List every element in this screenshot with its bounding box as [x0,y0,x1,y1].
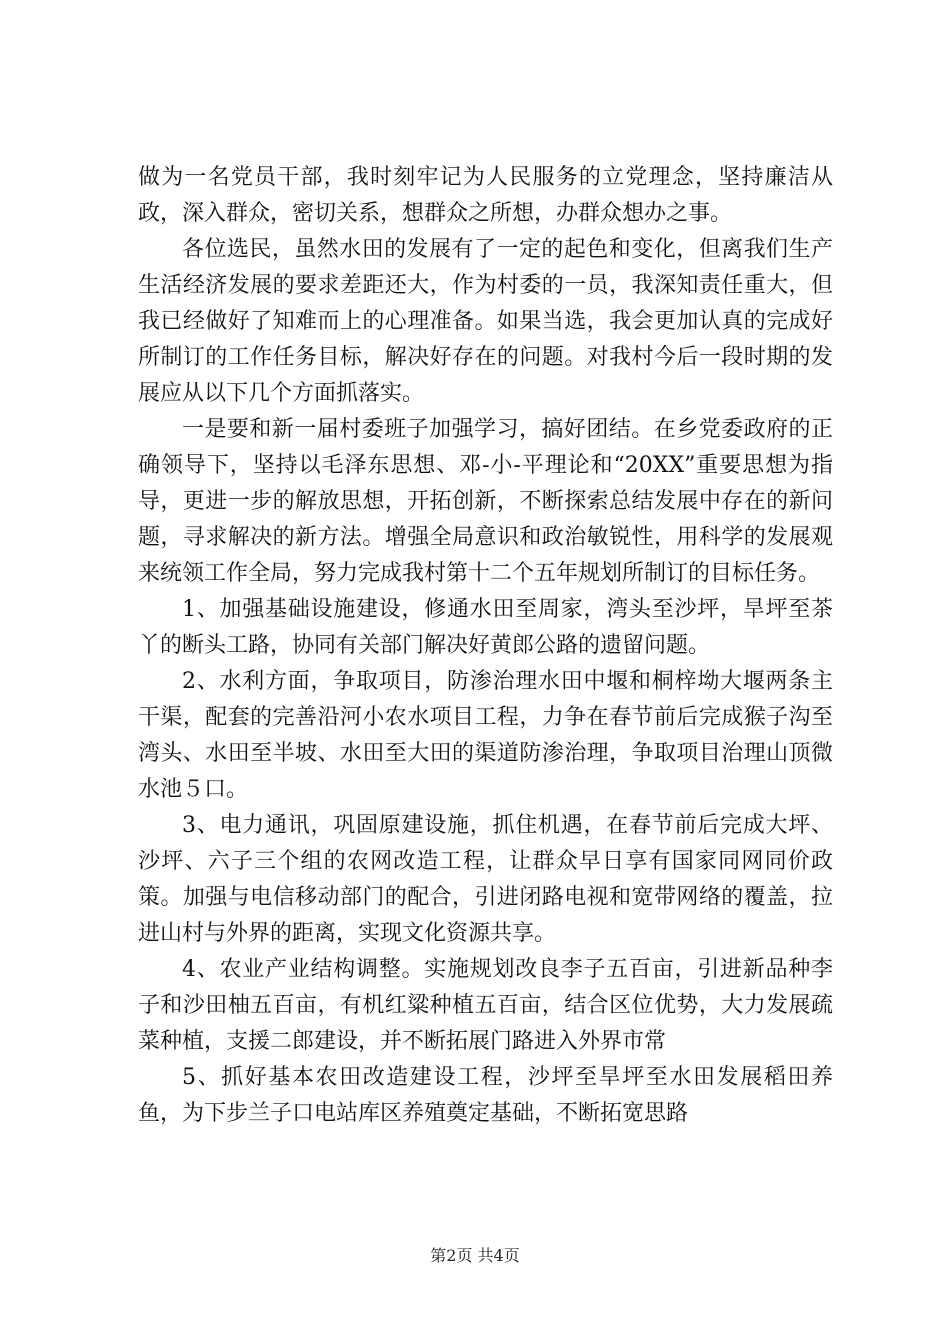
paragraph-5: 2、水利方面，争取项目，防渗治理水田中堰和桐梓坳大堰两条主干渠，配套的完善沿河小农水项目工程，力争在春节前后完成猴子沟至湾头、水田至半坡、水田至大田的渠道防渗治理，争取项目治理山顶微水池５口。 [138,669,833,802]
paragraph-6: 3、电力通讯，巩固原建设施，抓住机遇，在春节前后完成大坪、沙坪、六子三个组的农网改造工程，让群众早日享有国家同网同价政策。加强与电信移动部门的配合，引进闭路电视和宽带网络的覆盖，拉进山村与外界的距离，实现文化资源共享。 [138,813,833,946]
paragraph-4: 1、加强基础设施建设，修通水田至周家，湾头至沙坪，旱坪至茶丫的断头工路，协同有关部门解决好黄郎公路的遗留问题。 [138,597,833,658]
paragraph-2: 各位选民，虽然水田的发展有了一定的起色和变化，但离我们生产生活经济发展的要求差距还大，作为村委的一员，我深知责任重大，但我已经做好了知难而上的心理准备。如果当选，我会更加认真的完成好所制订的工作任务目标，解决好存在的问题。对我村今后一段时期的发展应从以下几个方面抓落实。 [138,237,833,406]
paragraph-7: 4、农业产业结构调整。实施规划改良李子五百亩，引进新品种李子和沙田柚五百亩，有机红粱种植五百亩，结合区位优势，大力发展疏菜种植，支援二郎建设，并不断拓展门路进入外界市常 [138,957,833,1054]
paragraph-8: 5、抓好基本农田改造建设工程，沙坪至旱坪至水田发展稻田养鱼，为下步兰子口电站库区养殖奠定基础，不断拓宽思路 [138,1065,833,1126]
page-footer: 第2页 共4页 [430,1246,520,1265]
paragraph-3: 一是要和新一届村委班子加强学习，搞好团结。在乡党委政府的正确领导下，坚持以毛泽东思想、邓-小-平理论和“20XX”重要思想为指导，更进一步的解放思想，开拓创新，不断探索总结发展中存在的新问题，寻求解决的新方法。增强全局意识和政治敏锐性，用科学的发展观来统领工作全局，努力完成我村第十二个五年规划所制订的目标任务。 [138,417,833,586]
paragraph-1: 做为一名党员干部，我时刻牢记为人民服务的立党理念，坚持廉洁从政，深入群众，密切关系，想群众之所想，办群众想办之事。 [138,165,833,226]
document-body [138,160,833,1132]
